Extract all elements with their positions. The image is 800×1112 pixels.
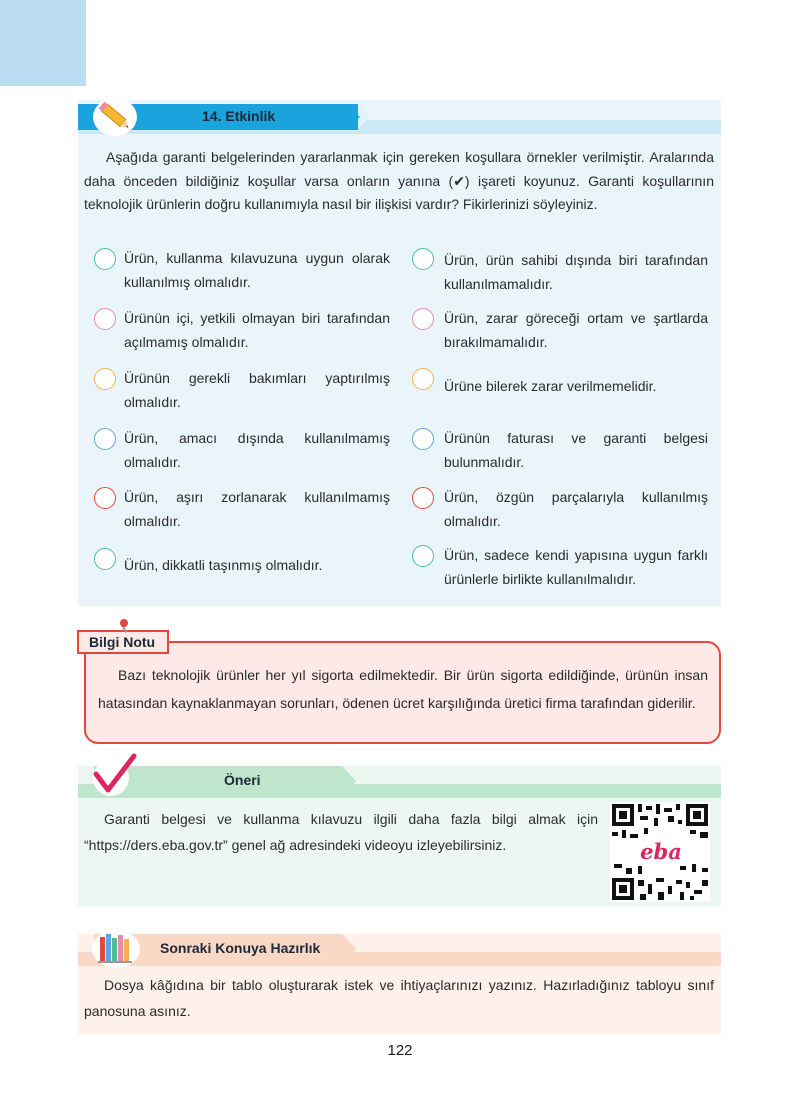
next-topic-title: Sonraki Konuya Hazırlık — [160, 940, 321, 956]
list-item: Ürünün faturası ve garanti belgesi bulunmalıdır. — [444, 430, 708, 470]
info-note-title: Bilgi Notu — [77, 630, 169, 654]
pencil-icon — [93, 98, 137, 136]
corner-decoration — [0, 0, 86, 86]
checkbox-circle[interactable] — [412, 487, 434, 509]
activity-intro: Aşağıda garanti belgelerinden yararlanmak için gereken koşullara örnekler verilmiştir. Aralarında daha önceden bildiğiniz koşullar varsa onların yanına (✔) işareti koyunuz. Garanti koşullarının teknolojik ürünlerin doğru kullanımıyla nasıl bir ilişkisi vardır? Fikirlerinizi söyleyiniz. — [84, 149, 714, 212]
list-item: Ürün, kullanma kılavuzuna uygun olarak kullanılmış olmalıdır. — [124, 250, 390, 290]
list-item: Ürünün gerekli bakımları yaptırılmış olmalıdır. — [124, 370, 390, 410]
checkbox-circle[interactable] — [412, 248, 434, 270]
suggestion-title: Öneri — [224, 772, 261, 788]
info-note-text: Bazı teknolojik ürünler her yıl sigorta edilmektedir. Bir ürün sigorta edildiğinde, ürünün insan hatasından kaynaklanmayan sorunları, ödenen ücret karşılığında üretici firma tarafından giderilir. — [98, 667, 708, 711]
qr-code[interactable] — [610, 802, 710, 902]
checkbox-circle[interactable] — [412, 308, 434, 330]
checkmark-icon — [88, 752, 138, 798]
activity-title: 14. Etkinlik — [202, 108, 276, 124]
checkbox-circle[interactable] — [94, 368, 116, 390]
list-item: Ürün, ürün sahibi dışında biri tarafından kullanılmamalıdır. — [444, 252, 708, 292]
checkbox-circle[interactable] — [94, 308, 116, 330]
list-item: Ürün, özgün parçalarıyla kullanılmış olmalıdır. — [444, 489, 708, 529]
list-item: Ürün, sadece kendi yapısına uygun farklı ürünlerle birlikte kullanılmalıdır. — [444, 547, 708, 587]
header-arrow — [346, 104, 360, 130]
list-item: Ürün, dikkatli taşınmış olmalıdır. — [124, 557, 323, 573]
list-item: Ürün, zarar göreceği ortam ve şartlarda bırakılmamalıdır. — [444, 310, 708, 350]
list-item: Ürün, aşırı zorlanarak kullanılmamış olmalıdır. — [124, 489, 390, 529]
checkbox-circle[interactable] — [412, 368, 434, 390]
next-topic-text: Dosya kâğıdına bir tablo oluşturarak istek ve ihtiyaçlarınızı yazınız. Hazırladığınız tabloyu sınıf panosuna asınız. — [84, 977, 714, 1019]
suggestion-arrow — [342, 766, 356, 796]
checkbox-circle[interactable] — [94, 428, 116, 450]
svg-text:eba: eba — [640, 839, 682, 864]
list-item: Ürünün içi, yetkili olmayan biri tarafından açılmamış olmalıdır. — [124, 310, 390, 350]
pin-icon — [120, 619, 128, 627]
suggestion-text: Garanti belgesi ve kullanma kılavuzu ilgili daha fazla bilgi almak için “https://ders.eba.gov.tr” genel ağ adresindeki videoyu izleyebilirsiniz. — [84, 811, 598, 853]
checkbox-circle[interactable] — [94, 248, 116, 270]
checkbox-circle[interactable] — [94, 548, 116, 570]
activity-header — [78, 100, 721, 134]
checkbox-circle[interactable] — [412, 428, 434, 450]
checkbox-circle[interactable] — [412, 545, 434, 567]
page-number: 122 — [387, 1042, 413, 1059]
checkbox-circle[interactable] — [94, 487, 116, 509]
list-item: Ürüne bilerek zarar verilmemelidir. — [444, 378, 657, 394]
list-item: Ürün, amacı dışında kullanılmamış olmalıdır. — [124, 430, 390, 470]
books-icon — [90, 928, 142, 968]
next-topic-arrow — [342, 934, 356, 964]
